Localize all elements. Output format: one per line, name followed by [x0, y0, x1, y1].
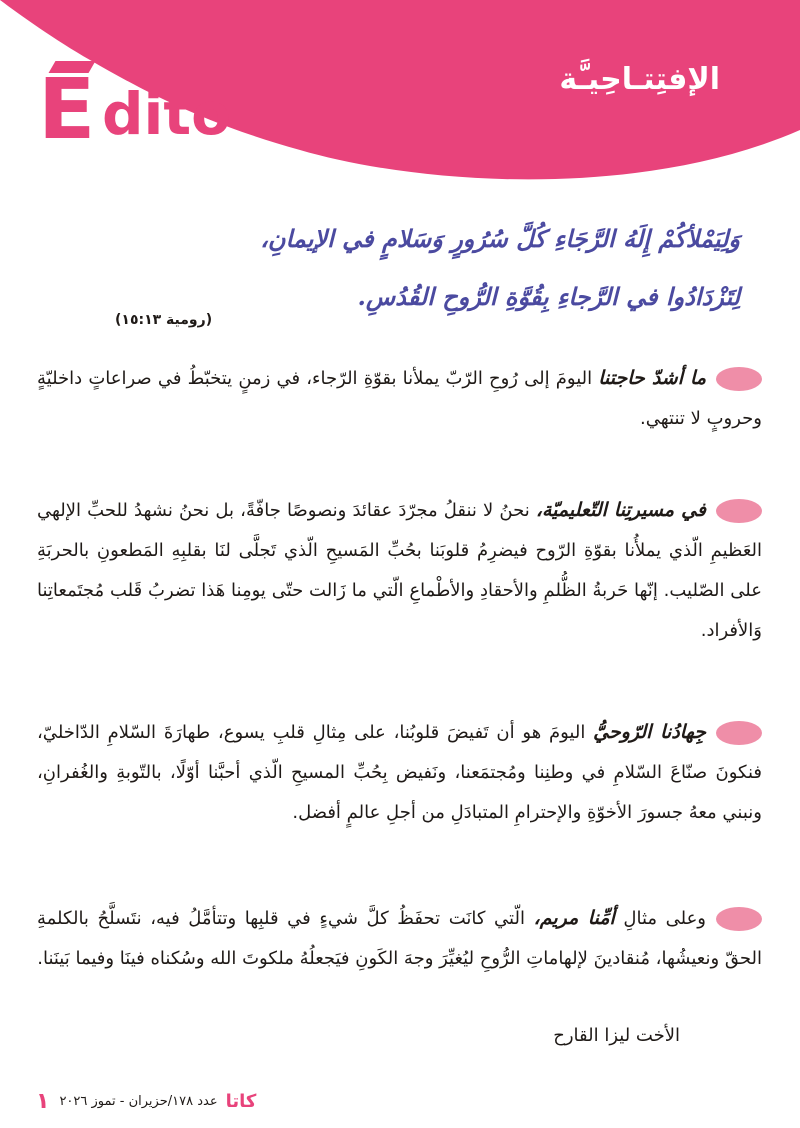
edito-logo-rest: dito	[102, 80, 231, 148]
paragraph-prefix: وعلى مثالِ	[614, 908, 707, 929]
paragraph-lead: جِهادُنا الرّوحيُّ	[593, 721, 706, 743]
paragraph-1	[37, 358, 762, 439]
verse-line-1: وَلِيَمْلأكُمْ إِلَهُ الرَّجَاءِ كُلَّ سُرُورٍ وَسَلامٍ في الإيمانِ،	[260, 224, 740, 253]
paragraph-marker	[716, 907, 762, 931]
scripture-verse	[100, 210, 740, 326]
page-footer	[36, 1086, 256, 1116]
paragraph-text: اليومَ إلى رُوحِ الرّبّ يملأنا بقوّةِ الرّجاء، في زمنٍ يتخبّطُ في صراعاتٍ داخليّةٍ وحروبٍ لا تنتهي.	[37, 368, 762, 429]
page-number: ١	[36, 1088, 50, 1114]
paragraph-lead: في مسيرتِنا التّعليميّة،	[535, 499, 706, 521]
paragraph-lead: أمِّنا مريم،	[533, 907, 615, 929]
author-signature: الأخت ليزا القارح	[553, 1025, 680, 1046]
paragraph-4	[37, 898, 762, 979]
magazine-logo: كاتا	[225, 1090, 257, 1112]
edito-logo	[38, 55, 238, 165]
paragraph-3	[37, 712, 762, 833]
issue-info: عدد ١٧٨/حزيران - تموز ٢٠٢٦	[59, 1093, 218, 1109]
paragraph-text: نحنُ لا ننقلُ مجرّدَ عقائدَ ونصوصًا جافّةً، بل نحنُ نشهدُ للحبِّ الإلهي العَظيمِ الّذي يملأُنا بقوّةِ الرّوح فيضرِمُ قلوبَنا بحُبِّ المَسيحِ الّذي تَجلَّى لنَا بقلبِهِ المَطعونِ بالحربَةِ على الصّليب. إنّها حَربةُ الظُّلمِ والأحقادِ والأطْماعِ الّتي ما زَالت حتّى يومِنا هَذا تضربُ قَلب مُجتَمعاتِنا وَالأفراد.	[37, 500, 762, 641]
verse-line-2: لِتَزْدَادُوا في الرَّجاءِ بِقُوَّةِ الرُّوحِ القُدُسِ.	[357, 282, 740, 311]
paragraph-text: اليومَ هو أن تَفيضَ قلوبُنا، على مِثالِ قلبِ يسوع، طهارَةَ السّلامِ الدّاخليّ، فنكونَ صنّاعَ السّلامِ في وطنِنا ومُجتمَعنا، ونَفيض بِحُبِّ المسيحِ الّذي أحبَّنا أوّلًا، بالتّوبةِ والغُفرانِ، ونبني معهُ جسورَ الأخوّةِ والإحترامِ المتبادَلِ من أجلِ عالمٍ أفضل.	[37, 722, 762, 823]
edito-logo-initial: E	[38, 60, 96, 158]
page-title: الإفتِتـاحِيـَّة	[559, 62, 720, 97]
paragraph-marker	[716, 499, 762, 523]
paragraph-text: الّتي كانَت تحفَظُ كلَّ شيءٍ في قلبِها وتتأمَّلُ فيه، نتَسلَّحُ بالكلمةِ الحقّ ونعيشُها، مُنقادينَ لإلهاماتِ الرُّوحِ ليُغيِّرَ وجهَ الكَونِ فيَجعلُهُ ملكوتَ الله وسُكناه فينَا وفيما بَينَنا.	[37, 908, 762, 969]
verse-reference: (رومية ١٥:١٣)	[115, 312, 213, 328]
paragraph-marker	[716, 721, 762, 745]
paragraph-2	[37, 490, 762, 651]
paragraph-lead: ما أشدّ حاجتنا	[598, 367, 707, 389]
paragraph-marker	[716, 367, 762, 391]
